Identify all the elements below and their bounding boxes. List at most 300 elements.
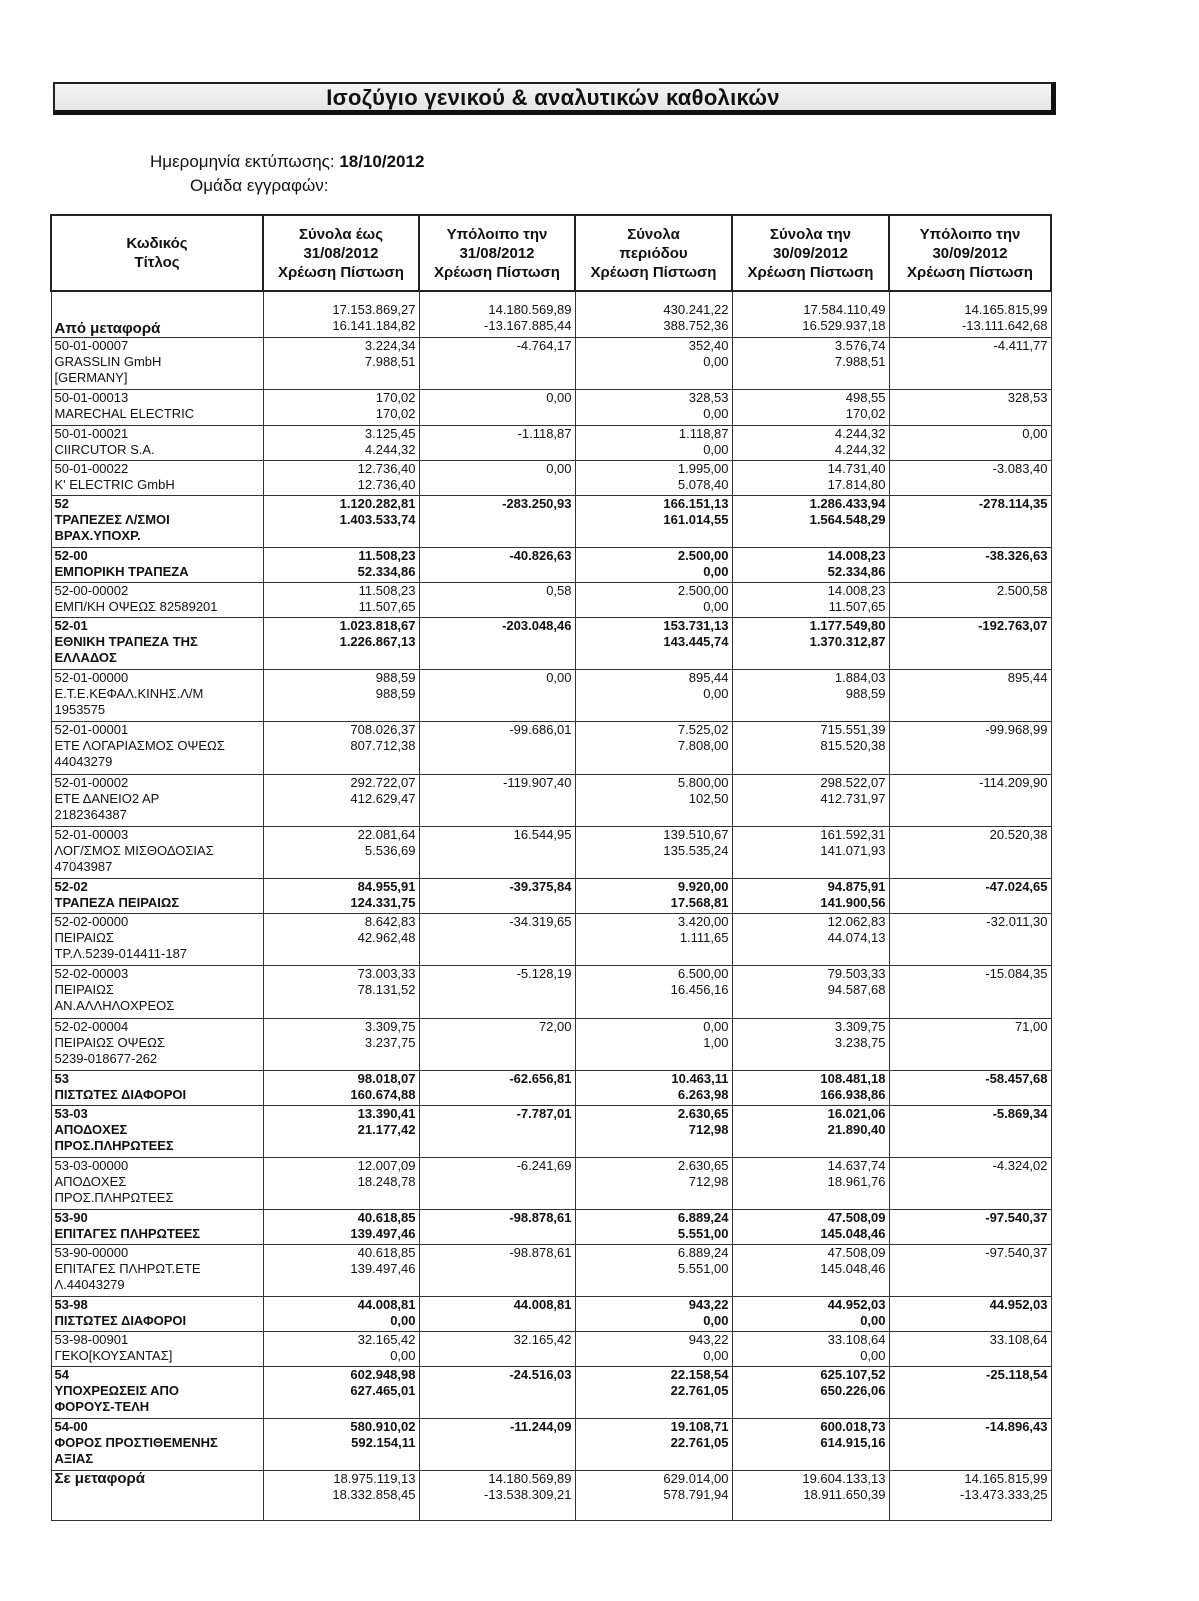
debit-amount: 12.062,83 xyxy=(827,913,886,929)
debit-amount: -62.656,81 xyxy=(509,1070,572,1086)
account-code: 53-03-00000 xyxy=(54,1157,129,1173)
debit-amount: 98.018,07 xyxy=(357,1070,416,1086)
account-code: 52-01 xyxy=(54,617,88,633)
credit-amount: 0,00 xyxy=(703,1312,729,1328)
carried-out-c2 xyxy=(419,1470,575,1520)
debit-amount: 3.420,00 xyxy=(677,913,729,929)
account-title: ΕΜΠ/ΚΗ ΟΨΕΩΣ 82589201 xyxy=(54,598,218,614)
credit-amount: 21.177,42 xyxy=(357,1121,416,1137)
account-title: ΛΟΓ/ΣΜΟΣ ΜΙΣΘΟΔΟΣΙΑΣ xyxy=(54,842,214,858)
amount-cell-c1 xyxy=(263,425,419,460)
debit-amount: -39.375,84 xyxy=(509,878,572,894)
amount-cell-c5 xyxy=(889,617,1051,669)
credit-amount: 0,00 xyxy=(390,1312,416,1328)
amount-cell-c5 xyxy=(889,1157,1051,1209)
table-row xyxy=(51,460,1051,495)
debit-amount: -97.540,37 xyxy=(985,1209,1048,1225)
table-row xyxy=(51,1331,1051,1366)
credit-amount: 0,00 xyxy=(703,563,729,579)
credit-amount: 18.961,76 xyxy=(827,1173,886,1189)
credit-amount: 614.915,16 xyxy=(820,1434,886,1450)
account-cell xyxy=(51,878,263,913)
amount-cell-c3 xyxy=(575,1070,732,1105)
debit-amount: 3.309,75 xyxy=(834,1018,886,1034)
debit-amount: 6.889,24 xyxy=(677,1244,729,1260)
amount-cell-c1 xyxy=(263,965,419,1018)
debit-amount: 600.018,73 xyxy=(820,1418,886,1434)
account-title: ΤΡΑΠΕΖΕΣ Λ/ΣΜΟΙ xyxy=(54,511,170,527)
credit-amount: 0,00 xyxy=(860,1347,886,1363)
carried-in-label: Από μεταφορά xyxy=(54,319,161,337)
debit-amount: 1.023.818,67 xyxy=(339,617,416,633)
carried-in-c2 xyxy=(419,291,575,337)
amount-cell-c5 xyxy=(889,1070,1051,1105)
account-title: CIIRCUTOR S.A. xyxy=(54,441,155,457)
account-title: ΠΙΣΤΩΤΕΣ ΔΙΑΦΟΡΟΙ xyxy=(54,1086,187,1102)
amount-cell-c5 xyxy=(889,1018,1051,1070)
credit-amount: 412.629,47 xyxy=(350,790,416,806)
amount-cell-c5 xyxy=(889,1331,1051,1366)
amount-cell-c3 xyxy=(575,721,732,774)
account-code: 53 xyxy=(54,1070,69,1086)
debit-amount: -14.896,43 xyxy=(985,1418,1048,1434)
debit-amount: 14.637,74 xyxy=(827,1157,886,1173)
table-row xyxy=(51,878,1051,913)
account-title: Ε.Τ.Ε.ΚΕΦΑΛ.ΚΙΝΗΣ.Λ/Μ xyxy=(54,685,204,701)
credit-amount: 124.331,75 xyxy=(350,894,416,910)
amount-cell-c2 xyxy=(419,582,575,617)
account-cell xyxy=(51,721,263,774)
account-title: ΑΝ.ΑΛΛΗΛΟΧΡΕΟΣ xyxy=(54,997,175,1013)
debit-amount: 153.731,13 xyxy=(663,617,729,633)
print-date: 18/10/2012 xyxy=(339,152,425,171)
debit-amount: 11.508,23 xyxy=(358,547,416,563)
amount-cell-c4 xyxy=(732,460,889,495)
amount-cell-c5 xyxy=(889,425,1051,460)
debit-amount: 3.125,45 xyxy=(364,425,416,441)
header-c1-line2: 31/08/2012 xyxy=(303,244,379,262)
debit-amount: -278.114,35 xyxy=(978,495,1048,511)
credit-amount: 7.988,51 xyxy=(364,353,416,369)
debit-amount: -3.083,40 xyxy=(992,460,1048,476)
debit-amount: -47.024,65 xyxy=(985,878,1048,894)
carried-in-c4 xyxy=(732,291,889,337)
carried-out-c5 xyxy=(889,1470,1051,1520)
header-c4-line1: Σύνολα την xyxy=(770,225,851,243)
amount-cell-c3 xyxy=(575,1366,732,1418)
carried-out-row xyxy=(51,1470,1051,1520)
amount-cell-c5 xyxy=(889,878,1051,913)
account-title: ΕΠΙΤΑΓΕΣ ΠΛΗΡΩΤΕΕΣ xyxy=(54,1225,201,1241)
credit-amount: 1,00 xyxy=(703,1034,729,1050)
amount-cell-c4 xyxy=(732,1018,889,1070)
account-cell xyxy=(51,547,263,582)
header-code-line2: Τίτλος xyxy=(134,254,180,271)
account-code: 54 xyxy=(54,1366,69,1382)
debit-amount: 161.592,31 xyxy=(820,826,886,842)
credit-amount: 11.507,65 xyxy=(828,598,886,614)
amount-cell-c2 xyxy=(419,1018,575,1070)
debit-amount: 13.390,41 xyxy=(357,1105,416,1121)
account-title: ΕΘΝΙΚΗ ΤΡΑΠΕΖΑ ΤΗΣ xyxy=(54,633,198,649)
credit-amount: 1.226.867,13 xyxy=(339,633,416,649)
debit-amount: 47.508,09 xyxy=(827,1209,886,1225)
debit-amount: 44.952,03 xyxy=(827,1296,886,1312)
account-code: 52-01-00002 xyxy=(54,774,129,790)
header-code-line1: Κωδικός xyxy=(126,235,188,252)
debit-amount: 7.525,02 xyxy=(677,721,729,737)
account-code: 53-03 xyxy=(54,1105,88,1121)
amount-cell-c3 xyxy=(575,913,732,965)
amount-cell-c2 xyxy=(419,547,575,582)
debit-amount: 10.463,11 xyxy=(671,1070,729,1086)
debit-amount: 3.576,74 xyxy=(834,337,886,353)
account-cell xyxy=(51,1070,263,1105)
amount-cell-c1 xyxy=(263,1157,419,1209)
carried-in-c4-debit: 17.584.110,49 xyxy=(803,302,886,317)
account-title: ΑΠΟΔΟΧΕΣ xyxy=(54,1173,127,1189)
debit-amount: 44.952,03 xyxy=(989,1296,1048,1312)
amount-cell-c5 xyxy=(889,1418,1051,1470)
account-title: GRASSLIN GmbH xyxy=(54,353,162,369)
account-code: 52-02 xyxy=(54,878,88,894)
credit-amount: 807.712,38 xyxy=(350,737,416,753)
debit-amount: 2.500,58 xyxy=(996,582,1048,598)
amount-cell-c1 xyxy=(263,1105,419,1157)
debit-amount: 0,00 xyxy=(546,389,572,405)
credit-amount: 4.244,32 xyxy=(364,441,416,457)
carried-out-c4-debit: 19.604.133,13 xyxy=(802,1470,886,1486)
debit-amount: 2.630,65 xyxy=(677,1157,729,1173)
credit-amount: 11.507,65 xyxy=(358,598,416,614)
amount-cell-c2 xyxy=(419,669,575,721)
header-c4-line3: Χρέωση Πίστωση xyxy=(747,263,874,281)
amount-cell-c3 xyxy=(575,389,732,425)
carried-in-c3-credit: 388.752,36 xyxy=(663,318,729,333)
credit-amount: 160.674,88 xyxy=(350,1086,416,1102)
amount-cell-c4 xyxy=(732,878,889,913)
table-row xyxy=(51,1018,1051,1070)
amount-cell-c3 xyxy=(575,1105,732,1157)
debit-amount: 3.224,34 xyxy=(364,337,416,353)
carried-in-c5-debit: 14.165.815,99 xyxy=(964,302,1048,317)
carried-out-c5-credit: -13.473.333,25 xyxy=(960,1486,1048,1502)
debit-amount: 0,00 xyxy=(1022,425,1048,441)
credit-amount: 18.248,78 xyxy=(357,1173,416,1189)
carried-out-c3 xyxy=(575,1470,732,1520)
debit-amount: 1.177.549,80 xyxy=(809,617,886,633)
carried-in-row xyxy=(51,291,1051,337)
account-title: ΑΠΟΔΟΧΕΣ xyxy=(54,1121,128,1137)
carried-in-c5 xyxy=(889,291,1051,337)
amount-cell-c4 xyxy=(732,1418,889,1470)
account-title: ΠΡΟΣ.ΠΛΗΡΩΤΕΕΣ xyxy=(54,1189,174,1205)
amount-cell-c5 xyxy=(889,495,1051,547)
print-date-line xyxy=(150,152,424,172)
account-title: ΕΛΛΑΔΟΣ xyxy=(54,649,117,665)
amount-cell-c1 xyxy=(263,389,419,425)
amount-cell-c2 xyxy=(419,460,575,495)
amount-cell-c2 xyxy=(419,878,575,913)
table-row xyxy=(51,1209,1051,1244)
debit-amount: -203.048,46 xyxy=(502,617,572,633)
debit-amount: 328,53 xyxy=(688,389,729,405)
amount-cell-c1 xyxy=(263,582,419,617)
debit-amount: -15.084,35 xyxy=(985,965,1048,981)
amount-cell-c5 xyxy=(889,1209,1051,1244)
debit-amount: -283.250,93 xyxy=(502,495,572,511)
debit-amount: -98.878,61 xyxy=(509,1244,572,1260)
debit-amount: 292.722,07 xyxy=(350,774,416,790)
amount-cell-c4 xyxy=(732,1157,889,1209)
credit-amount: 0,00 xyxy=(703,441,729,457)
debit-amount: 1.286.433,94 xyxy=(809,495,886,511)
carried-in-c2-credit: -13.167.885,44 xyxy=(484,318,572,333)
credit-amount: 42.962,48 xyxy=(357,929,416,945)
credit-amount: 0,00 xyxy=(703,405,729,421)
account-title: 2182364387 xyxy=(54,806,127,822)
credit-amount: 22.761,05 xyxy=(670,1382,729,1398)
credit-amount: 7.988,51 xyxy=(834,353,886,369)
header-c5-line3: Χρέωση Πίστωση xyxy=(907,263,1033,281)
header-c1 xyxy=(263,215,419,291)
amount-cell-c2 xyxy=(419,617,575,669)
account-code: 52-00 xyxy=(54,547,88,563)
debit-amount: -5.128,19 xyxy=(516,965,572,981)
account-code: 52-01-00003 xyxy=(54,826,129,842)
account-cell xyxy=(51,337,263,389)
credit-amount: 712,98 xyxy=(688,1121,729,1137)
amount-cell-c2 xyxy=(419,1366,575,1418)
credit-amount: 94.587,68 xyxy=(827,981,886,997)
debit-amount: 32.165,42 xyxy=(357,1331,416,1347)
account-code: 53-98 xyxy=(54,1296,88,1312)
account-code: 52-01-00001 xyxy=(54,721,129,737)
debit-amount: 2.500,00 xyxy=(677,547,729,563)
header-c1-line1: Σύνολα έως xyxy=(298,225,384,243)
amount-cell-c3 xyxy=(575,1018,732,1070)
debit-amount: 298.522,07 xyxy=(820,774,886,790)
carried-in-c5-credit: -13.111.642,68 xyxy=(961,318,1048,333)
credit-amount: 17.568,81 xyxy=(670,894,729,910)
table-row xyxy=(51,425,1051,460)
amount-cell-c1 xyxy=(263,1018,419,1070)
account-title: ΦΟΡΟΣ ΠΡΟΣΤΙΘΕΜΕΝΗΣ xyxy=(54,1434,218,1450)
header-c3-line1: Σύνολα xyxy=(627,225,680,243)
debit-amount: -99.686,01 xyxy=(509,721,572,737)
debit-amount: 40.618,85 xyxy=(357,1244,416,1260)
amount-cell-c5 xyxy=(889,1366,1051,1418)
table-row xyxy=(51,826,1051,878)
credit-amount: 627.465,01 xyxy=(350,1382,416,1398)
credit-amount: 52.334,86 xyxy=(827,563,886,579)
debit-amount: 72,00 xyxy=(538,1018,572,1034)
amount-cell-c5 xyxy=(889,721,1051,774)
account-cell xyxy=(51,826,263,878)
debit-amount: 1.120.282,81 xyxy=(339,495,416,511)
amount-cell-c3 xyxy=(575,1331,732,1366)
debit-amount: 14.008,23 xyxy=(827,582,886,598)
amount-cell-c4 xyxy=(732,1331,889,1366)
table-row xyxy=(51,495,1051,547)
account-title: K' ELECTRIC GmbH xyxy=(54,476,175,492)
debit-amount: -58.457,68 xyxy=(985,1070,1048,1086)
debit-amount: 2.500,00 xyxy=(677,582,729,598)
credit-amount: 592.154,11 xyxy=(351,1434,416,1450)
debit-amount: -24.516,03 xyxy=(509,1366,572,1382)
account-cell xyxy=(51,1331,263,1366)
table-row xyxy=(51,1296,1051,1331)
debit-amount: 71,00 xyxy=(1014,1018,1048,1034)
account-title: ΥΠΟΧΡΕΩΣΕΙΣ ΑΠΟ xyxy=(54,1382,180,1398)
table-header-row xyxy=(51,215,1051,291)
amount-cell-c5 xyxy=(889,826,1051,878)
account-title: ΒΡΑΧ.ΥΠΟΧΡ. xyxy=(54,527,141,543)
debit-amount: 44.008,81 xyxy=(513,1296,572,1312)
debit-amount: 625.107,52 xyxy=(820,1366,886,1382)
account-code: 52-01-00000 xyxy=(54,669,129,685)
amount-cell-c5 xyxy=(889,1296,1051,1331)
account-title: ΕΤΕ ΛΟΓΑΡΙΑΣΜΟΣ ΟΨΕΩΣ xyxy=(54,737,225,753)
amount-cell-c1 xyxy=(263,337,419,389)
debit-amount: 0,00 xyxy=(703,1018,729,1034)
credit-amount: 1.403.533,74 xyxy=(339,511,416,527)
debit-amount: -34.319,65 xyxy=(509,913,572,929)
account-code: 50-01-00021 xyxy=(54,425,129,441)
credit-amount: 5.551,00 xyxy=(677,1260,729,1276)
carried-in-c1-credit: 16.141.184,82 xyxy=(332,318,416,333)
amount-cell-c2 xyxy=(419,721,575,774)
carried-in-c1-debit: 17.153.869,27 xyxy=(332,302,416,317)
account-cell xyxy=(51,913,263,965)
amount-cell-c4 xyxy=(732,1105,889,1157)
debit-amount: 94.875,91 xyxy=(827,878,886,894)
account-cell xyxy=(51,1244,263,1296)
credit-amount: 5.078,40 xyxy=(677,476,729,492)
debit-amount: 9.920,00 xyxy=(677,878,729,894)
debit-amount: 139.510,67 xyxy=(663,826,729,842)
credit-amount: 5.536,69 xyxy=(364,842,416,858)
amount-cell-c4 xyxy=(732,669,889,721)
debit-amount: 2.630,65 xyxy=(677,1105,729,1121)
carried-in-c3 xyxy=(575,291,732,337)
amount-cell-c3 xyxy=(575,547,732,582)
credit-amount: 139.497,46 xyxy=(350,1225,416,1241)
amount-cell-c2 xyxy=(419,1418,575,1470)
header-c5 xyxy=(889,215,1051,291)
account-code: 52-02-00003 xyxy=(54,965,129,981)
debit-amount: 1.995,00 xyxy=(677,460,729,476)
amount-cell-c1 xyxy=(263,460,419,495)
debit-amount: -4.764,17 xyxy=(516,337,572,353)
group-line xyxy=(190,176,328,196)
credit-amount: 17.814,80 xyxy=(827,476,886,492)
carried-in-c3-debit: 430.241,22 xyxy=(663,302,729,317)
carried-out-c2-debit: 14.180.569,89 xyxy=(488,1470,572,1486)
amount-cell-c2 xyxy=(419,1105,575,1157)
debit-amount: 602.948,98 xyxy=(350,1366,416,1382)
carried-out-c1 xyxy=(263,1470,419,1520)
debit-amount: 14.008,23 xyxy=(827,547,886,563)
debit-amount: 33.108,64 xyxy=(827,1331,886,1347)
header-c5-line1: Υπόλοιπο την xyxy=(919,225,1021,243)
account-title: ΠΕΙΡΑΙΩΣ xyxy=(54,981,114,997)
amount-cell-c1 xyxy=(263,1366,419,1418)
amount-cell-c3 xyxy=(575,669,732,721)
amount-cell-c4 xyxy=(732,774,889,826)
account-code: 50-01-00022 xyxy=(54,460,129,476)
amount-cell-c4 xyxy=(732,425,889,460)
carried-in-c1 xyxy=(263,291,419,337)
credit-amount: 170,02 xyxy=(375,405,416,421)
amount-cell-c4 xyxy=(732,965,889,1018)
amount-cell-c3 xyxy=(575,495,732,547)
debit-amount: -6.241,69 xyxy=(516,1157,572,1173)
carried-out-c3-debit: 629.014,00 xyxy=(663,1470,729,1486)
credit-amount: 141.071,93 xyxy=(820,842,886,858)
amount-cell-c3 xyxy=(575,1418,732,1470)
account-cell xyxy=(51,617,263,669)
debit-amount: 14.731,40 xyxy=(827,460,886,476)
amount-cell-c4 xyxy=(732,826,889,878)
credit-amount: 1.370.312,87 xyxy=(809,633,886,649)
header-c3-line3: Χρέωση Πίστωση xyxy=(590,263,717,281)
account-code: 53-90 xyxy=(54,1209,88,1225)
amount-cell-c2 xyxy=(419,425,575,460)
debit-amount: -38.326,63 xyxy=(985,547,1048,563)
amount-cell-c5 xyxy=(889,669,1051,721)
credit-amount: 3.238,75 xyxy=(834,1034,886,1050)
table-row xyxy=(51,1070,1051,1105)
account-title: ΦΟΡΟΥΣ-ΤΕΛΗ xyxy=(54,1398,150,1414)
debit-amount: -32.011,30 xyxy=(986,913,1048,929)
credit-amount: 16.456,16 xyxy=(670,981,729,997)
debit-amount: -114.209,90 xyxy=(979,774,1048,790)
amount-cell-c1 xyxy=(263,1209,419,1244)
table-row xyxy=(51,1366,1051,1418)
amount-cell-c4 xyxy=(732,913,889,965)
amount-cell-c2 xyxy=(419,826,575,878)
amount-cell-c5 xyxy=(889,547,1051,582)
debit-amount: -40.826,63 xyxy=(509,547,572,563)
table-row xyxy=(51,617,1051,669)
amount-cell-c3 xyxy=(575,1244,732,1296)
credit-amount: 139.497,46 xyxy=(350,1260,416,1276)
table-row xyxy=(51,774,1051,826)
amount-cell-c2 xyxy=(419,965,575,1018)
header-c3 xyxy=(575,215,732,291)
credit-amount: 102,50 xyxy=(688,790,729,806)
debit-amount: 84.955,91 xyxy=(357,878,416,894)
debit-amount: 170,02 xyxy=(375,389,416,405)
account-title: Λ.44043279 xyxy=(54,1276,125,1292)
credit-amount: 0,00 xyxy=(703,1347,729,1363)
credit-amount: 0,00 xyxy=(703,598,729,614)
account-title: ΤΡΑΠΕΖΑ ΠΕΙΡΑΙΩΣ xyxy=(54,894,180,910)
debit-amount: 11.508,23 xyxy=(358,582,416,598)
account-title: ΠΕΙΡΑΙΩΣ ΟΨΕΩΣ xyxy=(54,1034,165,1050)
carried-out-c1-credit: 18.332.858,45 xyxy=(332,1486,416,1502)
credit-amount: 44.074,13 xyxy=(827,929,886,945)
table-row xyxy=(51,1157,1051,1209)
account-title: ΕΠΙΤΑΓΕΣ ΠΛΗΡΩΤ.ΕΤΕ xyxy=(54,1260,201,1276)
header-c2-line3: Χρέωση Πίστωση xyxy=(434,263,560,281)
amount-cell-c4 xyxy=(732,547,889,582)
credit-amount: 52.334,86 xyxy=(357,563,416,579)
header-code xyxy=(51,215,263,291)
amount-cell-c5 xyxy=(889,389,1051,425)
carried-out-c5-debit: 14.165.815,99 xyxy=(964,1470,1048,1486)
